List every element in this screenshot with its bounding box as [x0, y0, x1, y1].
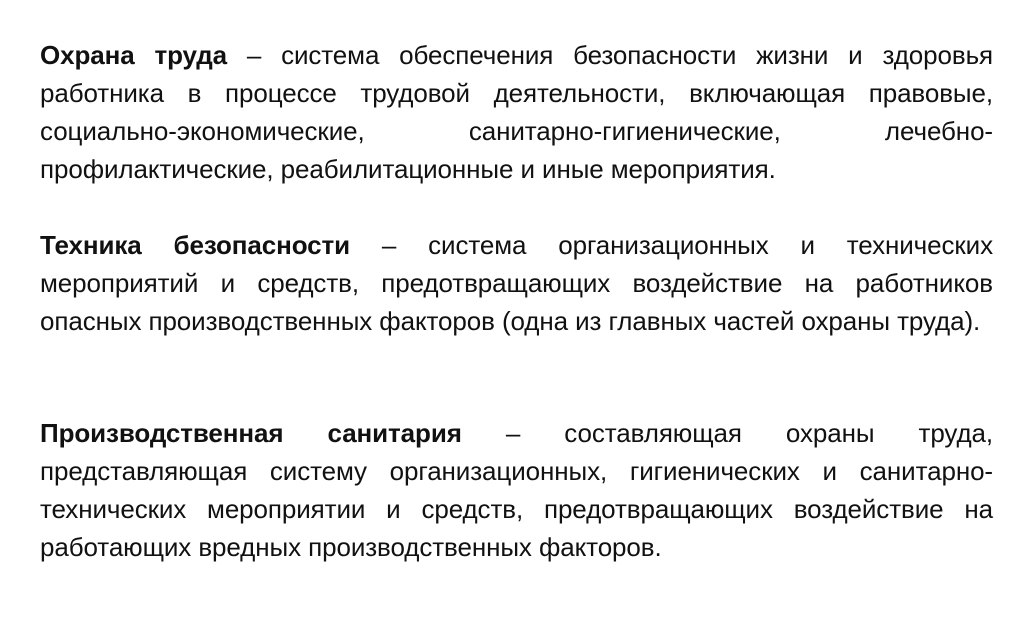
- definition-text: – составляющая охраны труда, представляющая систему организационных, гигиенических и санитарно-технических мероприятии и средств, предотвращающих воздействие на работающих вредных производственных факторов.: [40, 418, 993, 562]
- definition-term: Производственная санитария: [40, 418, 462, 448]
- definition-safety-engineering: [40, 226, 993, 340]
- definition-industrial-sanitation: [40, 414, 993, 566]
- definition-labor-protection: [40, 36, 993, 188]
- definition-term: Охрана труда: [40, 40, 227, 70]
- definition-text: – система организационных и технических мероприятий и средств, предотвращающих воздействие на работников опасных производственных факторов (одна из главных частей охраны труда).: [40, 230, 993, 336]
- definition-term: Техника безопасности: [40, 230, 351, 260]
- definition-text: – система обеспечения безопасности жизни и здоровья работника в процессе трудовой деятельности, включающая правовые, социально-экономические, санитарно-гигиенические, лечебно-профилактические, реабилитационные и иные мероприятия.: [40, 40, 993, 184]
